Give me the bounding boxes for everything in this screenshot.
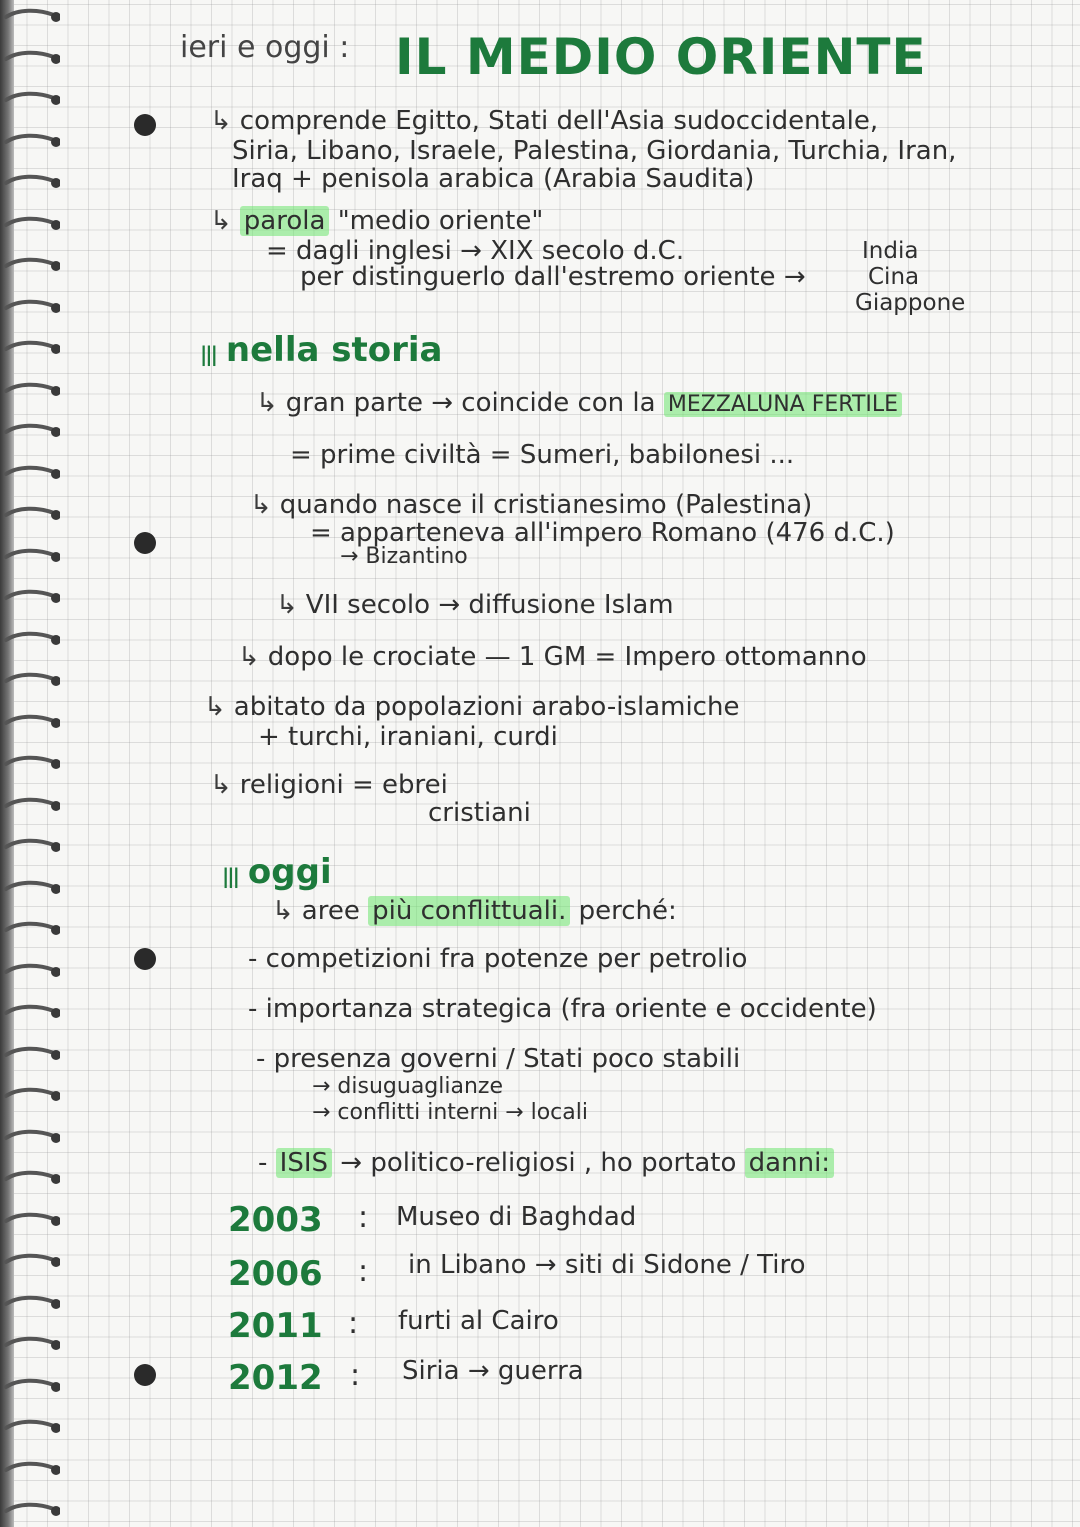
spiral-coil xyxy=(4,133,60,149)
spiral-coil xyxy=(4,1170,60,1186)
spiral-coil xyxy=(4,631,60,647)
oggi-line-2: - competizioni fra potenze per petrolio xyxy=(248,944,748,974)
spiral-coil xyxy=(4,465,60,481)
punch-hole xyxy=(134,532,156,554)
timeline-colon: : xyxy=(358,1200,369,1235)
spiral-coil xyxy=(4,755,60,771)
spiral-coil xyxy=(4,91,60,107)
parola-line: ↳ parola "medio oriente" xyxy=(210,206,544,236)
spiral-coil xyxy=(4,880,60,896)
oggi-line-5: → disuguaglianze xyxy=(312,1074,503,1099)
spiral-coil xyxy=(4,589,60,605)
spiral-coil xyxy=(4,8,60,24)
spiral-coil xyxy=(4,1295,60,1311)
oggi-line-7: - ISIS → politico-religiosi , ho portato danni: xyxy=(258,1148,834,1178)
oggi-line-6: → conflitti interni → locali xyxy=(312,1100,588,1125)
timeline-colon: : xyxy=(350,1358,361,1393)
punch-hole xyxy=(134,948,156,970)
section-heading-storia: ||| nella storia xyxy=(200,330,443,370)
spiral-coil xyxy=(4,50,60,66)
spiral-coil xyxy=(4,838,60,854)
spiral-coil xyxy=(4,382,60,398)
intro-line-2: Siria, Libano, Israele, Palestina, Giordania, Turchia, Iran, xyxy=(232,136,957,166)
spiral-coil xyxy=(4,1004,60,1020)
arrow-icon: ↳ xyxy=(256,388,278,418)
far-east-cina: Cina xyxy=(868,264,920,290)
storia-line-4: = apparteneva all'impero Romano (476 d.C.) xyxy=(310,518,895,548)
storia-line-8: ↳ abitato da popolazioni arabo-islamiche xyxy=(204,692,740,722)
storia-line-1: ↳ gran parte → coincide con la MEZZALUNA FERTILE xyxy=(256,388,902,418)
storia-line-11: cristiani xyxy=(428,798,531,828)
storia-line-7: ↳ dopo le crociate — 1 GM = Impero ottomanno xyxy=(238,642,867,672)
timeline-colon: : xyxy=(348,1306,359,1341)
far-east-india: India xyxy=(862,238,919,264)
timeline-year: 2006 xyxy=(228,1254,323,1294)
spiral-coil xyxy=(4,714,60,730)
page-title: IL MEDIO ORIENTE xyxy=(395,28,927,86)
title-prefix: ieri e oggi : xyxy=(180,30,350,65)
timeline-colon: : xyxy=(358,1254,369,1289)
storia-line-2: = prime civiltà = Sumeri, babilonesi ... xyxy=(290,440,795,470)
spiral-coil xyxy=(4,423,60,439)
timeline-year: 2012 xyxy=(228,1358,323,1398)
definition-line-1: = dagli inglesi → XIX secolo d.C. xyxy=(266,236,685,266)
spiral-coil xyxy=(4,257,60,273)
intro-line-1: ↳ comprende Egitto, Stati dell'Asia sudoccidentale, xyxy=(210,106,879,136)
timeline-year: 2011 xyxy=(228,1306,323,1346)
spiral-coil xyxy=(4,921,60,937)
spiral-coil xyxy=(4,1212,60,1228)
arrow-icon: ↳ xyxy=(250,490,272,520)
bullet-bars: ||| xyxy=(222,864,238,888)
arrow-icon: ↳ xyxy=(276,590,298,620)
spiral-coil xyxy=(4,1378,60,1394)
timeline-event: furti al Cairo xyxy=(398,1306,559,1336)
timeline-event: Siria → guerra xyxy=(402,1356,584,1386)
storia-line-10: ↳ religioni = ebrei xyxy=(210,770,448,800)
storia-line-9: + turchi, iraniani, curdi xyxy=(258,722,558,752)
oggi-line-4: - presenza governi / Stati poco stabili xyxy=(256,1044,741,1074)
spiral-coil xyxy=(4,340,60,356)
arrow-icon: ↳ xyxy=(204,692,226,722)
arrow-icon: ↳ xyxy=(238,642,260,672)
spiral-coil xyxy=(4,1461,60,1477)
spiral-binding xyxy=(0,0,70,1527)
spiral-coil xyxy=(4,299,60,315)
spiral-coil xyxy=(4,963,60,979)
spiral-coil xyxy=(4,174,60,190)
timeline-year: 2003 xyxy=(228,1200,323,1240)
spiral-coil xyxy=(4,1046,60,1062)
spiral-coil xyxy=(4,1253,60,1269)
arrow-icon: ↳ xyxy=(272,896,294,926)
spiral-coil xyxy=(4,1419,60,1435)
spiral-coil xyxy=(4,506,60,522)
punch-hole xyxy=(134,114,156,136)
spiral-coil xyxy=(4,216,60,232)
far-east-giappone: Giappone xyxy=(855,290,966,316)
section-heading-oggi: ||| oggi xyxy=(222,852,332,892)
spiral-coil xyxy=(4,1502,60,1518)
spiral-coil xyxy=(4,1336,60,1352)
oggi-line-3: - importanza strategica (fra oriente e occidente) xyxy=(248,994,877,1024)
storia-line-3: ↳ quando nasce il cristianesimo (Palestina) xyxy=(250,490,813,520)
intro-line-3: Iraq + penisola arabica (Arabia Saudita) xyxy=(232,164,755,194)
spiral-coil xyxy=(4,672,60,688)
oggi-line-1: ↳ aree più conflittuali. perché: xyxy=(272,896,677,926)
storia-line-5: → Bizantino xyxy=(340,544,468,569)
storia-line-6: ↳ VII secolo → diffusione Islam xyxy=(276,590,674,620)
arrow-icon: ↳ xyxy=(210,106,232,136)
definition-line-2: per distinguerlo dall'estremo oriente → xyxy=(300,262,806,292)
punch-hole xyxy=(134,1364,156,1386)
arrow-icon: ↳ xyxy=(210,206,232,236)
arrow-icon: ↳ xyxy=(210,770,232,800)
spiral-coil xyxy=(4,548,60,564)
bullet-bars: ||| xyxy=(200,342,216,366)
timeline-event: in Libano → siti di Sidone / Tiro xyxy=(408,1250,806,1280)
spiral-coil xyxy=(4,1087,60,1103)
timeline-event: Museo di Baghdad xyxy=(396,1202,637,1232)
spiral-coil xyxy=(4,797,60,813)
spiral-coil xyxy=(4,1129,60,1145)
